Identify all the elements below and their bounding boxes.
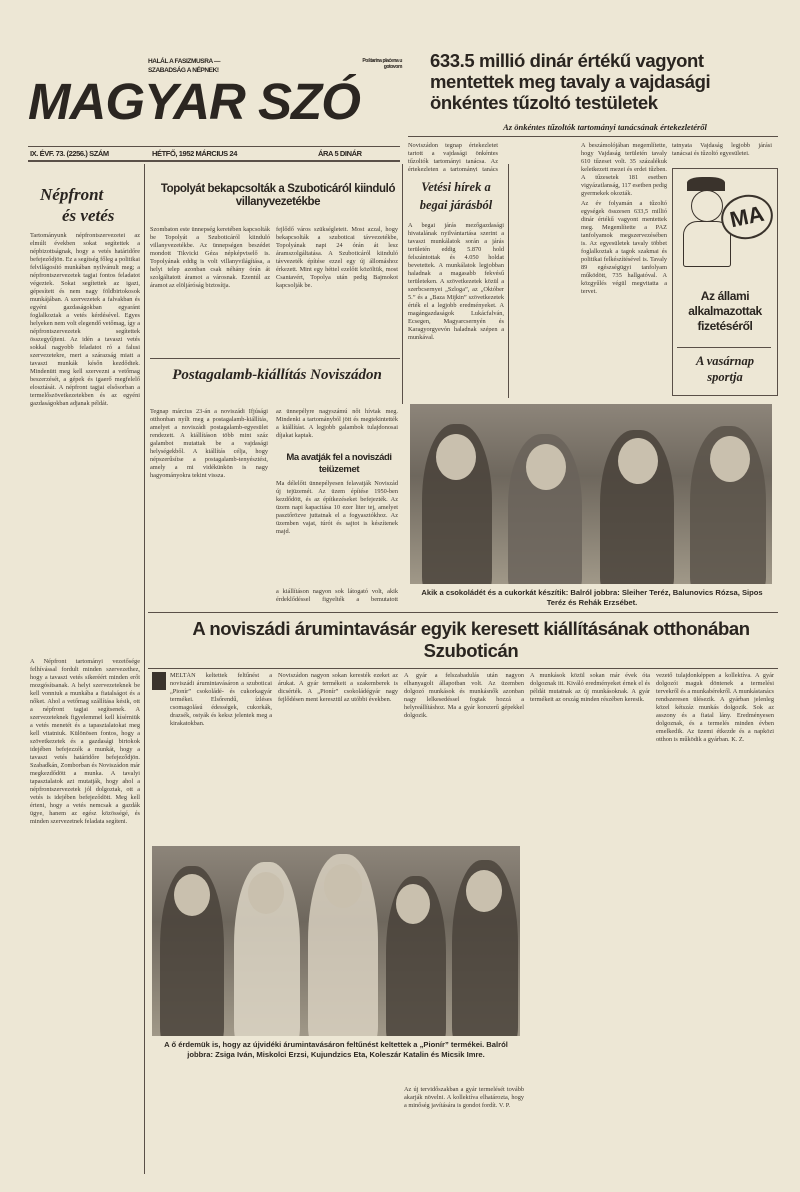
masthead-slogan-1: HALÁL A FASIZMUSRA — (148, 58, 221, 65)
worker-face-4 (710, 436, 750, 482)
lead-subhead: Az önkéntes tűzoltók tartományi tanácsának értekezletéről (503, 122, 707, 132)
photo-pionir-caption: A ő érdemük is, hogy az újvidéki árumintavásáron feltűnést keltettek a „Pionír” termékei. Balról jobbra: Zsiga Iván, Miskolci Erzsi, Kujundzics Eta, Koleszár Katalin és Micsik Imre. (164, 1040, 508, 1059)
avatas-headline: Ma avatják fel a noviszádi teiüzemet (286, 452, 392, 475)
arumintavasar-body-5: Az új tervidőszakban a gyár termelését tovább akarják növelni. A kollektíva elhatározta, hogy a minőség javítására is gondot fordít. V. P. (404, 1086, 524, 1109)
arumintavasar-headline: A noviszádi árumintavásár egyik keresett kiállításának otthonában Szuboticán (192, 618, 750, 661)
photo-chocolate-caption: Akik a csokoládét és a cukorkát készítik: Balról jobbra: Sleiher Teréz, Balunovics Rózsa, Sipos Teréz és Rehák Erzsébet. (421, 588, 763, 607)
worker-face-3 (618, 438, 658, 484)
masthead-title: MAGYAR SZÓ (28, 73, 360, 130)
ad-figure-face (691, 190, 723, 222)
masthead-postage: Poštarina plaćena u gotovom (362, 58, 402, 70)
ad-figure-hat (687, 177, 725, 191)
pionir-face-3 (324, 864, 362, 908)
pionir-face-5 (466, 870, 502, 912)
vetes-hirek-headline: Vetési hírek a begai járásból (419, 180, 493, 212)
arumintavasar-dropcap (152, 672, 166, 690)
ad-brand: MA (727, 200, 767, 233)
lead-headline: 633.5 millió dinár értékű vagyont mentettek meg tavaly a vajdasági önkéntes tűzoltó testületek (430, 50, 711, 113)
vetes-hirek-body: A begai járás mezőgazdasági hivatalának nyilvántartása szerint a tavaszi munkálatok során a járás területén eddig 5.870 hold felszántottak és 4.050 holdat bevetettek. A munkálatok legjobban haladnak a magasabb fekvésű területeken. A szövetkezetek közül a szerbcsernyei „Szloga”, az „Október 5.” és a „Baza Mijkin” szövetkezetek érték el a legjobb eredményeket. A magángazdaságok Lukácfalván, Ecsegen, Magyarcsernyén és Karagyorgyevón haladnak szépen a munkával. (408, 222, 504, 341)
nepfront-body-1: Tartományunk népfrontszervezetei az elmúlt években sokat segítettek a népbizottságnak, hogy a vetés határidőre befejeződjön. Ez a segítség főleg a politikai felvilágosító munkában nyilvánult meg; a népfrontszervezetek tagjai fontos feladatot végeztek. Sokat segítettek az igazi, gépesített és nem nagy földbirtokosok munkájában. A szervezetek a falvakban és egyéni gazdaságokban egyaránt foglalkoztak a vetés kérdésével. Egyes helyeken nem volt elegendő vetőmag, így a népfrontszervezetek segítettek összegyűjteni. Az idén a tavaszi vetés sokkal nagyobb feladatot ró a falusi szervezetekre, mert a szárazság miatt a tavaszi munkák későn kezdődtek. Mindenütt meg kell szervezni a vetőmag beszerzését, a gépek és igaerő megfelelő elosztását. A népfront tagjai elsősorban a termelőszövetkezetekben és az egyéni gazdaságokban adjanak példát. (30, 232, 140, 407)
vetes-hirek-rule (508, 164, 509, 398)
ad-divider (677, 347, 771, 348)
issue-date: HÉTFŐ, 1952 MÁRCIUS 24 (152, 149, 237, 158)
topolya-rule-bottom (150, 358, 400, 359)
ad-box (672, 168, 778, 396)
arumintavasar-body-2: Noviszádon nagyon sokan keresték ezeket az árukat. A gyár termékeit a szakemberek is dicsérték. A „Pionír” csokoládégyár nagy fejlődésen ment keresztül az utóbbi években. (278, 672, 398, 703)
pionir-face-2 (248, 872, 284, 914)
worker-face-2 (526, 444, 566, 490)
masthead-rule-top (28, 146, 400, 147)
lead-column-4: tatnyata Vajdaság legjobb járási tanácsai és tűzoltó egyesületei. (672, 142, 772, 157)
nepfront-title-1: Népfront (40, 185, 104, 204)
masthead (28, 56, 400, 156)
arumintavasar-body-6: vezető tulajdonképpen a kollektíva. A gyár dolgozói maguk döntenek a termelési tervekről és a munkabérekről. A munkástanács rendszeresen ülésezik. A gyárban jelenleg közel kétszáz munkás dolgozik. Sok az asszony és a fiatal lány. Eredményesen dolgoznak, és a termelés minden évben emelkedik. Az üzemi étkezde és a napközi otthon is működik a gyárban. K. Z. (656, 672, 774, 743)
arumintavasar-body-3: A gyár a felszabadulás után nagyon elhanyagolt állapotban volt. Az üzemben dolgozó munkások és munkásnők azonban nagy lelkesedéssel fogtak hozzá a helyreállításhoz. Ma a gyár korszerű gépekkel dolgozik. (404, 672, 524, 719)
topolya-headline: Topolyát bekapcsolták a Szuboticáról kiinduló villanyvezetékbe (160, 183, 396, 208)
postagalamb-column-3: a kiállításon nagyon sok látogató volt, akik érdeklődéssel figyelték a bemutatott (276, 588, 398, 603)
masthead-rule-bottom (28, 160, 400, 162)
lead-rule (408, 136, 778, 137)
issue-price: ÁRA 5 DINÁR (318, 149, 362, 158)
ad-line-2: A vasárnap sportja (695, 354, 754, 384)
arumintavasar-body-4: A munkások közül sokan már évek óta dolgoznak itt. Kiváló eredményeket érnek el és példát mutatnak az új munkásoknak. A gyár termékeit az ország minden részében keresik. (530, 672, 650, 703)
ad-line-1: Az állami alkalmazottak fizetéséről (688, 289, 762, 333)
masthead-slogan-2: SZABADSÁG A NÉPNEK! (148, 67, 219, 74)
photo-chocolate-workers (410, 404, 772, 584)
ad-figure (679, 173, 769, 271)
postagalamb-headline: Postagalamb-kiállítás Noviszádon (172, 367, 382, 383)
lead-column-2: A beszámolójában megemlítette, hogy Vajdaság területén tavaly 610 tűzeset volt. 35 százalékuk keletkezett mezei és erdei tűzben. A tűzesetek 181 esetben vigyázatlanság, 117 esetben pedig gyermekek okozták. (581, 142, 667, 197)
topolya-column-2: fejlődő város szükségleteit. Most azzal, hogy bekapcsolták a szuboticai távvezetékbe, Topolyának napi 24 órán át lesz áramszolgáltatása. A Szuboticáról kiinduló távvezeték építése ezzel egy új állomáshoz érkezett. Mint egy héttel ezelőtt közöltük, most Csantavért, Topolya után pedig Bajmokot kapcsolják be. (276, 226, 398, 289)
lead-column-3: Az év folyamán a tűzoltó egységek összesen 633,5 millió dinár értékű vagyont mentettek meg. Megemlítette a PAZ tanfolyamok megszervezésében is. Az egyesületek tavaly többet foglalkoztak a tagok szakmai és politikai felkészítésével is. Tavaly 89 egészségügyi tanfolyam működött, 735 hallgatóval. A közgyűlés végül megvitatta a tervet. (581, 200, 667, 295)
pionir-face-1 (174, 874, 210, 916)
nepfront-body-2: A Népfront tartományi vezetősége felhívással fordult minden szervezethez, hogy a tavaszi vetés sikeréért minden erőt mozgósítsanak. A helyi szervezeteknek be kell vonniuk a munkába a fiatalságot és a nőket. Ahol a vetőmag szállítása késik, ott a népfront tagjai segítsenek. A szervezeteknek figyelemmel kell kísérniük a vetés menetét és a tapasztalatokat meg kell vitatniuk. Különösen fontos, hogy a szövetkezetek és a gazdasági birtokok idejében befejezzék a munkát, hogy a tavaszi vetés határidőre befejeződjön. Szabadkán, Zomborban és Noviszádon már megkezdődött a munka. A tavalyi tapasztalatok azt mutatják, hogy ahol a népfrontszervezetek jól dolgoztak, ott a vetés is idejében befejeződött. Meg kell érteni, hogy a vetés nemcsak a gazdák ügye, hanem az egész közösségé, és minden szervezetnek feladata segíteni. (30, 658, 140, 825)
nepfront-title-2: és vetés (62, 206, 115, 225)
topolya-column-1: Szombaton este ünnepség keretében kapcsolták be Topolyát a Szuboticáról kiinduló villanyvezetékbe. Az ünnepségen beszédet mondott Tikvicki Géza népképviselő is. Topolyának eddig is volt villanyvilágítása, a helyi telep azonban csak néhány órán át szolgáltatott áramot a városnak. Ezentúl az áramot az elöljáróság biztosítja. (150, 226, 270, 289)
section-rule-middle (148, 612, 778, 613)
worker-face-1 (436, 434, 476, 480)
left-column-rule (144, 164, 145, 1174)
pionir-face-4 (396, 884, 430, 924)
issue-number: IX. ÉVF. 73. (2256.) SZÁM (30, 149, 109, 158)
avatas-body: Ma délelőtt ünnepélyesen felavatják Noviszád új tejüzemét. Az üzem építése 1950-ben kezdődött, és az építkezéseket befejezték. Az üzem napi kapacitása 10 ezer liter tej, amelyet pasztőrözve juttatnak el a fogyasztókhoz. Az üzemben vajat, túrót és sajtot is készítenek majd. (276, 480, 398, 535)
postagalamb-column-2: az ünnepélyre nagyszámú nőt hívtak meg. Mindenki a tartományból jött és megtekintették a kiállítást. A legjobb galambok tulajdonosai díjakat kaptak. (276, 408, 398, 439)
arumintavasar-rule (148, 668, 778, 669)
topolya-rule-right (402, 164, 403, 404)
lead-column-1: Noviszádon tegnap értekezletet tartott a vajdasági önkéntes tűzoltók tartományi tanácsa. Az értekezleten a tartományi tanács (408, 142, 498, 172)
arumintavasar-body-1: MELTÁN keltettek feltűnést a noviszádi árumintavásáron a szuboticai „Pionír” csokoládé- és cukorkagyár termékei. Elsőrendű, ízléses csomagolású édességek, cukorkák, drazsék, ostyák és keksz jelentek meg a kirakatokban. (170, 672, 272, 727)
postagalamb-column-1: Tegnap március 23-án a noviszádi Ifjúsági otthonban nyílt meg a postagalamb-kiállítás, amelyet a noviszádi postagalamb-egyesület rendezett. A kiállításon több mint száz galambot mutattak be a vajdasági helységekből. A kiállítás célja, hogy népszerűsítse a postagalamb-tenyésztést, amely a mi vidékünkön is nagy hagyományokra tekint vissza. (150, 408, 268, 479)
photo-pionir-workers (152, 846, 520, 1036)
